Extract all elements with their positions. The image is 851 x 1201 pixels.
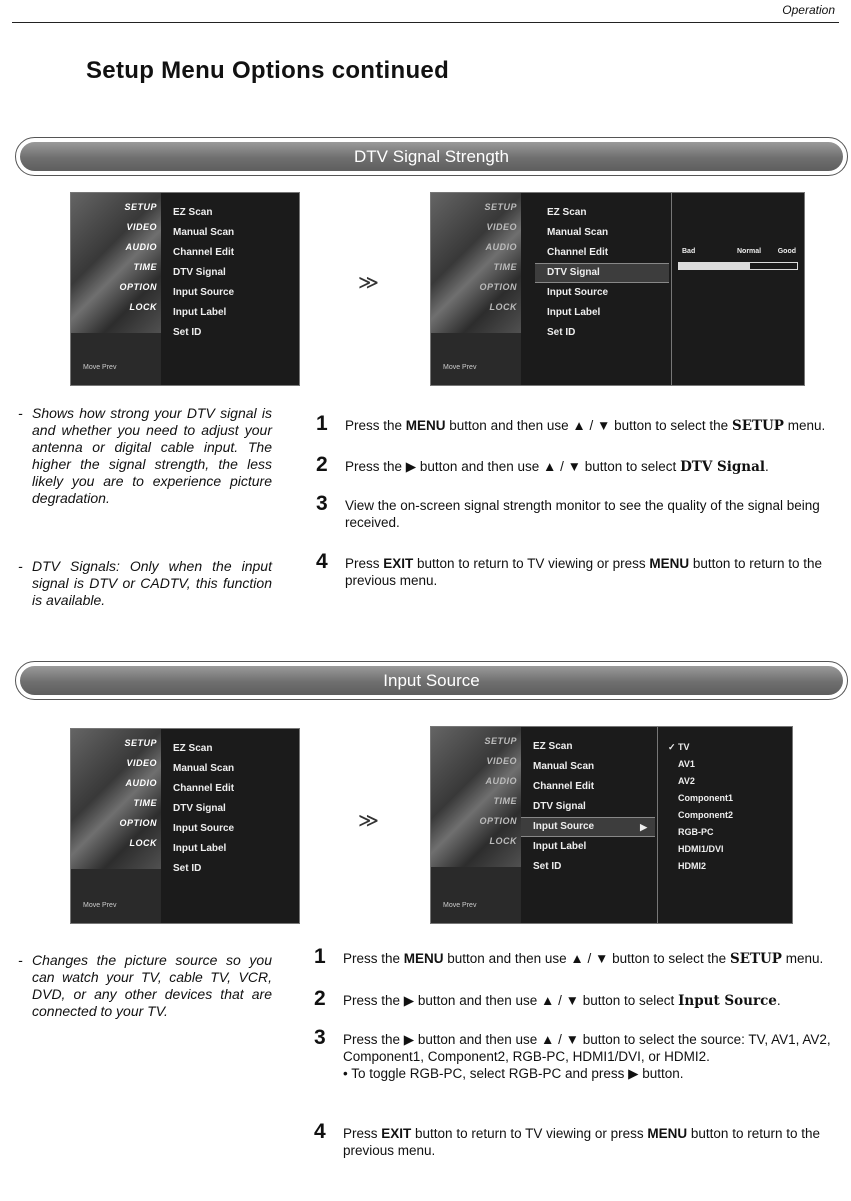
step-text: EXIT (381, 1126, 412, 1141)
osd-tab-audio[interactable]: AUDIO (125, 778, 157, 788)
step-text: View the on-screen signal strength monitor to see the quality of the signal being received. (345, 498, 820, 530)
osd-menu-item-label: Manual Scan (533, 761, 595, 772)
source-item-label: HDMI2 (678, 861, 707, 871)
osd-menu-list (521, 737, 655, 877)
step-text: MENU (405, 418, 446, 433)
osd-menu-item-label: DTV Signal (173, 267, 226, 278)
source-item[interactable] (668, 739, 733, 756)
next-step-arrow: ≫ (358, 272, 379, 294)
step-text: menu. (783, 418, 826, 433)
osd-menu-item[interactable] (535, 223, 669, 243)
osd-menu-item[interactable] (521, 777, 655, 797)
source-item-label: RGB-PC (678, 827, 714, 837)
step-text: Press (343, 1126, 382, 1141)
osd-menu-item-label: Set ID (533, 861, 562, 872)
osd-tab-option[interactable]: OPTION (479, 816, 517, 826)
osd-menu-item[interactable] (161, 283, 289, 303)
osd-menu-item[interactable] (521, 817, 655, 837)
osd-menu-item[interactable] (521, 737, 655, 757)
step-text: button and then use ▲ / ▼ button to select the (445, 418, 732, 433)
osd-menu-item-label: EZ Scan (547, 207, 587, 218)
section-banner-input-source (15, 661, 848, 700)
step-text: . (776, 993, 781, 1008)
step-number: 3 (316, 492, 328, 515)
osd-menu-item-label: Input Source (533, 821, 595, 832)
osd-footer: Move Prev (443, 364, 477, 371)
source-item[interactable] (668, 790, 733, 807)
osd-menu-list (161, 203, 289, 343)
osd-menu-item-label: Input Label (547, 307, 601, 318)
osd-menu-item-label: DTV Signal (547, 267, 600, 278)
source-item[interactable] (668, 824, 733, 841)
osd-menu-item[interactable] (535, 283, 669, 303)
osd-menu-item[interactable] (161, 779, 289, 799)
osd-tab-audio[interactable]: AUDIO (485, 242, 517, 252)
signal-strength-bar (678, 262, 798, 270)
osd-setup-menu (70, 728, 300, 924)
osd-menu-item-label: Set ID (547, 327, 576, 338)
osd-menu-item-label: Input Label (533, 841, 587, 852)
osd-menu-item[interactable] (535, 263, 669, 283)
step-text: MENU (403, 951, 444, 966)
step-text: EXIT (383, 556, 414, 571)
osd-tab-option[interactable]: OPTION (479, 282, 517, 292)
step-number: 1 (316, 412, 328, 435)
note-text: Shows how strong your DTV signal is and whether you need to adjust your antenna or digital cable input. The higher the signal strength, the less likely you are to experience picture degradation. (32, 405, 272, 506)
osd-menu-item[interactable] (161, 323, 289, 343)
osd-menu-item[interactable] (521, 857, 655, 877)
step-text: Press the ▶ button and then use ▲ / ▼ button to select (345, 459, 681, 474)
osd-menu-list (535, 203, 669, 343)
step (314, 945, 848, 968)
step-text: MENU (647, 1126, 688, 1141)
note-3: - Changes the picture source so you can watch your TV, cable TV, VCR, DVD, or any other devices that are connected to your TV. (18, 952, 272, 1019)
osd-menu-item[interactable] (535, 203, 669, 223)
osd-menu-item-label: Set ID (173, 863, 202, 874)
check-icon: ✓ (668, 742, 676, 752)
osd-menu-item-label: Input Label (173, 843, 227, 854)
osd-tab-option[interactable]: OPTION (119, 818, 157, 828)
osd-menu-item-label: EZ Scan (173, 207, 213, 218)
step (316, 550, 845, 589)
osd-tab-video[interactable]: VIDEO (126, 758, 157, 768)
section-label: Operation (782, 3, 835, 17)
osd-tab-option[interactable]: OPTION (119, 282, 157, 292)
step-number: 4 (316, 550, 328, 573)
osd-tab-audio[interactable]: AUDIO (125, 242, 157, 252)
osd-tab-lock[interactable]: LOCK (129, 302, 157, 312)
osd-tab-setup[interactable]: SETUP (484, 736, 517, 746)
osd-tab-time[interactable]: TIME (133, 262, 157, 272)
signal-labels (682, 248, 796, 255)
step-text: menu. (781, 951, 824, 966)
osd-menu-item[interactable] (161, 243, 289, 263)
osd-tab-time[interactable]: TIME (493, 796, 517, 806)
osd-menu-item[interactable] (161, 859, 289, 879)
source-item-label: Component1 (678, 793, 733, 803)
section-heading: DTV Signal Strength (20, 142, 843, 171)
step-text: Press the ▶ button and then use ▲ / ▼ button to select (343, 993, 679, 1008)
step-number: 1 (314, 945, 326, 968)
osd-menu-item[interactable] (161, 203, 289, 223)
osd-tab-setup[interactable]: SETUP (124, 202, 157, 212)
osd-tab-time[interactable]: TIME (493, 262, 517, 272)
osd-menu-item[interactable] (161, 819, 289, 839)
source-item-label: AV2 (678, 776, 695, 786)
step-text: button to return to TV viewing or press (413, 556, 650, 571)
osd-menu-item[interactable] (161, 263, 289, 283)
osd-sidebar (71, 193, 161, 385)
osd-menu-item-label: Channel Edit (547, 247, 609, 258)
osd-footer: Move Prev (83, 902, 117, 909)
osd-menu-item[interactable] (161, 739, 289, 759)
source-list (668, 739, 733, 875)
label-good: Good (777, 248, 796, 255)
source-item[interactable] (668, 773, 733, 790)
osd-menu-item-label: Manual Scan (173, 763, 235, 774)
step-text: . (765, 459, 769, 474)
osd-menu-item-label: EZ Scan (173, 743, 213, 754)
osd-tab-audio[interactable]: AUDIO (485, 776, 517, 786)
osd-input-source-menu (430, 726, 793, 924)
step-number: 4 (314, 1120, 326, 1143)
osd-tabs (119, 197, 157, 317)
step-bullet: • To toggle RGB-PC, select RGB-PC and press ▶ button. (343, 1066, 684, 1081)
osd-tab-video[interactable]: VIDEO (486, 756, 517, 766)
osd-footer: Move Prev (83, 364, 117, 371)
step-text: MENU (649, 556, 690, 571)
osd-sidebar (431, 193, 521, 385)
osd-menu-item[interactable] (161, 759, 289, 779)
source-item-label: HDMI1/DVI (678, 844, 724, 854)
osd-menu-item-label: Input Source (173, 823, 235, 834)
osd-setup-menu (70, 192, 300, 386)
page-header (12, 0, 839, 23)
source-item-label: TV (678, 742, 690, 752)
note-text: DTV Signals: Only when the input signal is DTV or CADTV, this function is available. (32, 558, 272, 608)
osd-menu-item-label: EZ Scan (533, 741, 573, 752)
osd-menu-item-label: Channel Edit (533, 781, 595, 792)
source-item[interactable] (668, 858, 733, 875)
osd-menu-item[interactable] (521, 757, 655, 777)
osd-tab-video[interactable]: VIDEO (486, 222, 517, 232)
osd-tab-time[interactable]: TIME (133, 798, 157, 808)
label-bad: Bad (682, 248, 696, 255)
section-heading: Input Source (20, 666, 843, 695)
osd-tab-lock[interactable]: LOCK (129, 838, 157, 848)
section-banner-dtv-signal (15, 137, 848, 176)
step-text: Press the (343, 951, 404, 966)
step-number: 2 (314, 987, 326, 1010)
step-text: Press (345, 556, 384, 571)
step-text: button to return to TV viewing or press (411, 1126, 648, 1141)
note-1: - Shows how strong your DTV signal is and whether you need to adjust your antenna or digital cable input. The higher the signal strength, the less likely you are to experience picture degradation. (18, 405, 272, 506)
step-number: 2 (316, 453, 328, 476)
page-title: Setup Menu Options continued (86, 57, 450, 84)
osd-menu-item-label: DTV Signal (173, 803, 226, 814)
osd-dtv-signal-menu (430, 192, 805, 386)
source-item[interactable] (668, 756, 733, 773)
step-text: button and then use ▲ / ▼ button to select the (443, 951, 730, 966)
step (316, 453, 845, 476)
source-list-panel (657, 727, 792, 923)
osd-tab-setup[interactable]: SETUP (124, 738, 157, 748)
osd-tabs (119, 733, 157, 853)
source-item[interactable] (668, 841, 733, 858)
step-text: SETUP (731, 418, 784, 434)
osd-menu-item[interactable] (161, 303, 289, 323)
osd-tab-video[interactable]: VIDEO (126, 222, 157, 232)
osd-tab-lock[interactable]: LOCK (489, 302, 517, 312)
source-item-label: AV1 (678, 759, 695, 769)
step (314, 1026, 848, 1082)
step-text: Input Source (678, 993, 777, 1009)
signal-strength-panel (671, 193, 804, 385)
note-text: Changes the picture source so you can watch your TV, cable TV, VCR, DVD, or any other devices that are connected to your TV. (32, 952, 272, 1019)
step-text: button to return to the previous menu. (345, 556, 822, 588)
osd-tab-lock[interactable]: LOCK (489, 836, 517, 846)
osd-menu-item-label: Input Source (173, 287, 235, 298)
step-text: button to return to the previous menu. (343, 1126, 820, 1158)
osd-menu-item-label: Manual Scan (173, 227, 235, 238)
osd-menu-item-label: Manual Scan (547, 227, 609, 238)
signal-strength-fill (679, 263, 750, 269)
osd-menu-item-label: Channel Edit (173, 247, 235, 258)
source-item-label: Component2 (678, 810, 733, 820)
step-text: DTV Signal (680, 459, 765, 475)
osd-menu-item[interactable] (535, 303, 669, 323)
step (316, 492, 845, 531)
osd-sidebar (71, 729, 161, 923)
step (314, 987, 848, 1010)
osd-tabs (479, 731, 517, 851)
step (314, 1120, 848, 1159)
osd-menu-item-label: Set ID (173, 327, 202, 338)
osd-sidebar (431, 727, 521, 923)
osd-menu-item[interactable] (535, 243, 669, 263)
step-text: Press the (345, 418, 406, 433)
osd-menu-list (161, 739, 289, 879)
osd-menu-item-label: Channel Edit (173, 783, 235, 794)
osd-tabs (479, 197, 517, 317)
osd-menu-item[interactable] (521, 837, 655, 857)
step (316, 412, 845, 435)
osd-menu-item[interactable] (161, 799, 289, 819)
osd-menu-item-label: Input Source (547, 287, 609, 298)
osd-menu-item[interactable] (535, 323, 669, 343)
step-text: SETUP (729, 951, 782, 967)
step-number: 3 (314, 1026, 326, 1049)
osd-footer: Move Prev (443, 902, 477, 909)
next-step-arrow: ≫ (358, 810, 379, 832)
osd-menu-item[interactable] (161, 223, 289, 243)
note-2: - DTV Signals: Only when the input signal is DTV or CADTV, this function is available. (18, 558, 272, 608)
osd-menu-item[interactable] (521, 797, 655, 817)
step-text: Press the ▶ button and then use ▲ / ▼ button to select the source: TV, AV1, AV2, Component1, Component2, RGB-PC, HDMI1/DVI, or HDMI2. (343, 1032, 831, 1064)
submenu-arrow-icon: ▶ (640, 822, 647, 832)
osd-menu-item-label: DTV Signal (533, 801, 586, 812)
osd-menu-item-label: Input Label (173, 307, 227, 318)
source-item[interactable] (668, 807, 733, 824)
osd-menu-item[interactable] (161, 839, 289, 859)
osd-tab-setup[interactable]: SETUP (484, 202, 517, 212)
label-normal: Normal (737, 248, 762, 255)
